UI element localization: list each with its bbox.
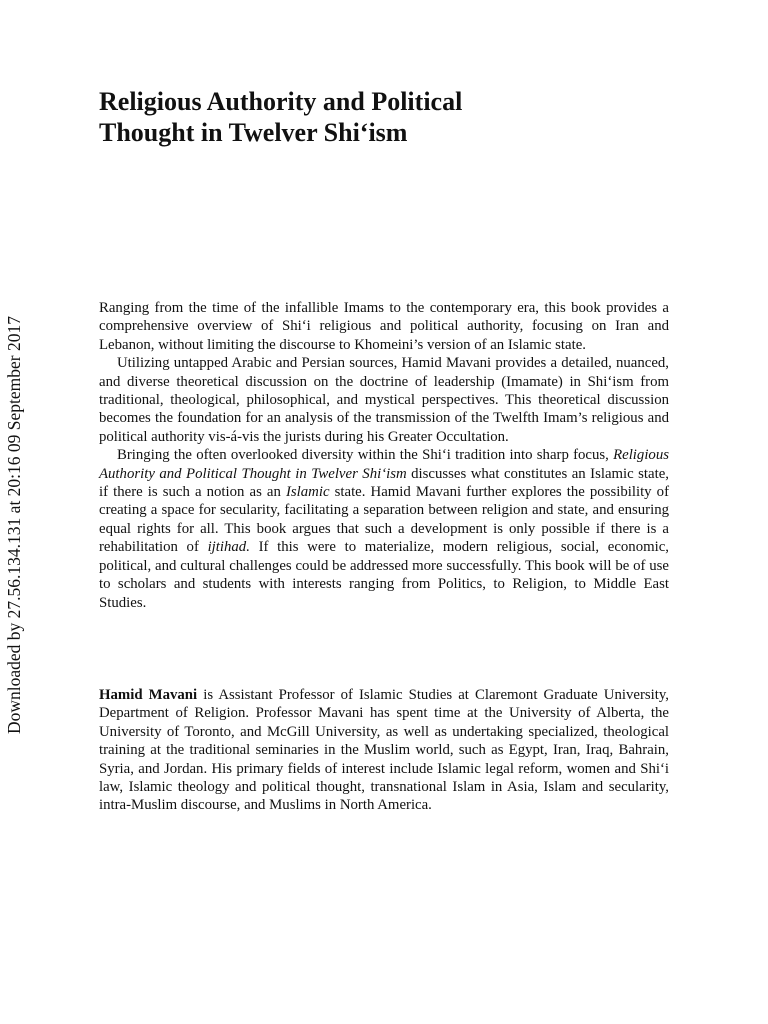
author-name: Hamid Mavani xyxy=(99,687,198,703)
book-title-line-1: Religious Authority and Political xyxy=(99,87,463,116)
author-bio xyxy=(99,686,669,815)
book-title-line-2: Thought in Twelver Shi‘ism xyxy=(99,118,408,147)
book-title xyxy=(99,86,659,148)
description-paragraph-2: Utilizing untapped Arabic and Persian sources, Hamid Mavani provides a detailed, nuanced, and diverse theoretical discussion on the doctrine of leadership (Imamate) in Shi‘ism from traditional, theological, philosophical, and mystical perspectives. This theoretical discussion becomes the foundation for an analysis of the transmission of the Twelfth Imam’s religious and political authority vis-á-vis the jurists during his Greater Occultation. xyxy=(99,355,669,445)
description-p3-text-g: If this were to materialize, modern religious, social, economic, political, and cultural challenges could be addressed more successfully. This book will be of use to scholars and students with interests ranging from Politics, to Religion, to Middle East Studies. xyxy=(99,539,669,611)
description-paragraph-3 xyxy=(99,446,669,612)
description-ijtihad-italic: ijtihad. xyxy=(207,539,250,556)
description-islamic-italic: Islamic xyxy=(285,484,330,501)
author-bio-text: is Assistant Professor of Islamic Studies at Claremont Graduate University, Department of Religion. Professor Mavani has spent time at the University of Alberta, the University of Toronto, and McGill University, as well as undertaking specialized, theological training at the traditional seminaries in the Muslim world, such as Egypt, Iran, Iraq, Bahrain, Syria, and Jordan. His primary fields of interest include Islamic legal reform, women and Shi‘i law, Islamic theology and political thought, transnational Islam in Asia, Islam and secularity, intra-Muslim discourse, and Muslims in North America. xyxy=(99,687,669,814)
description-p3-text-a: Bringing the often overlooked diversity within the Shi‘i tradition into sharp focus, xyxy=(117,447,614,464)
description-p3-text-e: state. Hamid Mavani further explores the possibility of creating a space for secularity, facilitating a separation between religion and state, and ensuring equal rights for all. This book argues that such a development is only possible if there is a rehabilitation of xyxy=(99,484,669,556)
download-watermark: Downloaded by 27.56.134.131 at 20:16 09 September 2017 xyxy=(4,315,24,734)
description-book-title-italic: Religious Authority and Political Thought in Twelver Shi‘ism xyxy=(99,447,669,482)
book-description xyxy=(99,299,669,612)
description-p3-text-c: discusses what constitutes an Islamic state, if there is such a notion as an xyxy=(99,465,669,501)
description-paragraph-1: Ranging from the time of the infallible Imams to the contemporary era, this book provides a comprehensive overview of Shi‘i religious and political authority, focusing on Iran and Lebanon, without limiting the discourse to Khomeini’s version of an Islamic state. xyxy=(99,300,669,353)
